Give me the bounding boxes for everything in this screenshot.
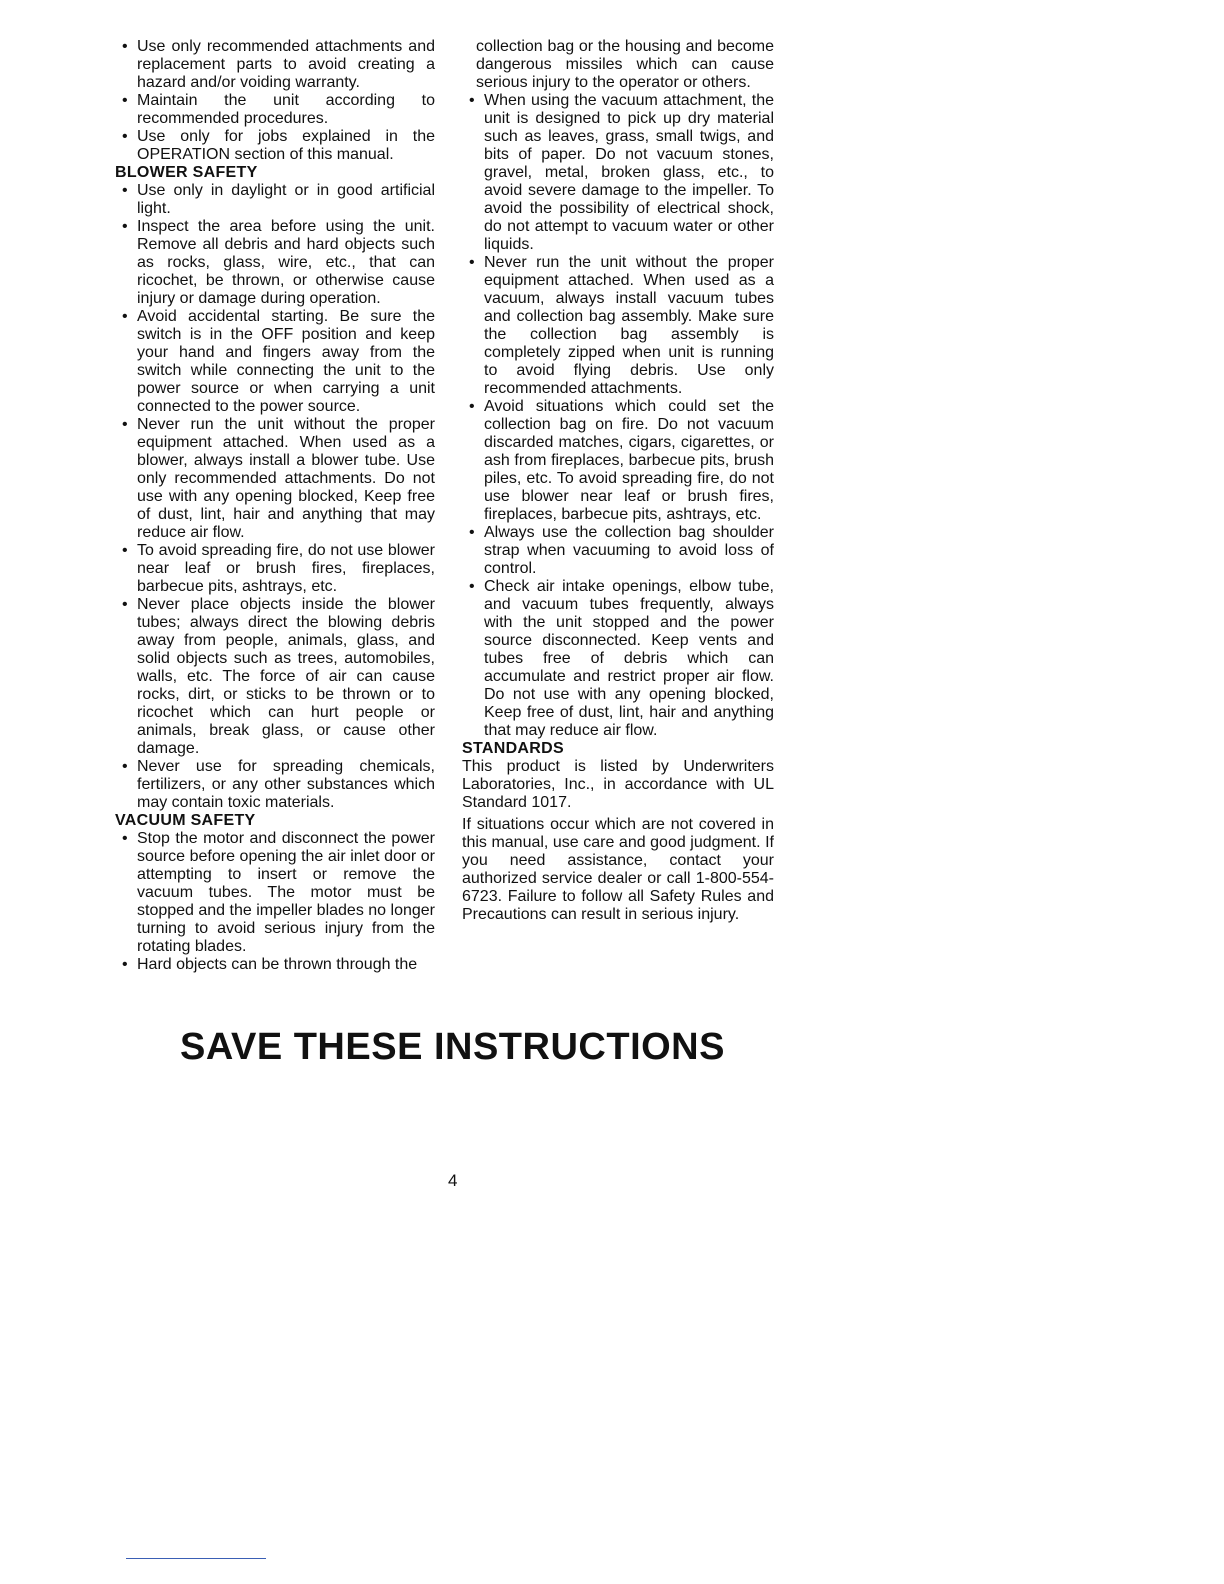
- list-item: • Use only recommended attachments and replacement parts to avoid creating a hazard and/or voiding warranty.: [115, 38, 435, 92]
- footer-divider: [126, 1558, 266, 1559]
- blower-safety-heading: BLOWER SAFETY: [115, 164, 258, 181]
- list-item: • Never run the unit without the proper equipment attached. When used as a blower, always install a blower tube. Use only recommended attachments. Do not use with any opening blocked, Keep free of dust, lint, hair and anything that may reduce air flow.: [115, 416, 435, 542]
- list-item: • Avoid accidental starting. Be sure the switch is in the OFF position and keep your hand and fingers away from the switch while connecting the unit to the power source or when carrying a unit connected to the power source.: [115, 308, 435, 416]
- list-item: • Inspect the area before using the unit. Remove all debris and hard objects such as rocks, glass, wire, etc., that can ricochet, be thrown, or otherwise cause injury or damage during operation.: [115, 218, 435, 308]
- right-column: [462, 38, 774, 924]
- left-column: [115, 38, 435, 974]
- list-item: • Use only in daylight or in good artificial light.: [115, 182, 435, 218]
- list-item: • Never place objects inside the blower tubes; always direct the blowing debris away from people, animals, glass, and solid objects such as trees, automobiles, walls, etc. The force of air can cause rocks, dirt, or sticks to be thrown or to ricochet which can hurt people or animals, break glass, or cause other damage.: [115, 596, 435, 758]
- vacuum-safety-list-continued: [462, 38, 774, 740]
- list-item: • Check air intake openings, elbow tube, and vacuum tubes frequently, always with the unit stopped and the power source disconnected. Keep vents and tubes free of debris which can accumulate and restrict proper air flow. Do not use with any opening blocked, Keep free of dust, lint, hair and anything that may reduce air flow.: [462, 578, 774, 740]
- list-item: • When using the vacuum attachment, the unit is designed to pick up dry material such as leaves, grass, small twigs, and bits of paper. Do not vacuum stones, gravel, metal, broken glass, etc., to avoid severe damage to the impeller. To avoid the possibility of electrical shock, do not attempt to vacuum water or other liquids.: [462, 92, 774, 254]
- standards-heading: STANDARDS: [462, 740, 564, 757]
- page-number: 4: [448, 1171, 458, 1190]
- standards-paragraph: This product is listed by Underwriters Laboratories, Inc., in accordance with UL Standard 1017.: [462, 758, 774, 811]
- list-item: • Maintain the unit according to recommended procedures.: [115, 92, 435, 128]
- list-item: • To avoid spreading fire, do not use blower near leaf or brush fires, fireplaces, barbecue pits, ashtrays, etc.: [115, 542, 435, 596]
- list-item: • Stop the motor and disconnect the power source before opening the air inlet door or attempting to insert or remove the vacuum tubes. The motor must be stopped and the impeller blades no longer turning to avoid serious injury from the rotating blades.: [115, 830, 435, 956]
- list-item: • Hard objects can be thrown through the: [115, 956, 435, 974]
- vacuum-safety-heading: VACUUM SAFETY: [115, 812, 256, 829]
- blower-safety-list: [115, 182, 435, 812]
- save-instructions-banner: SAVE THESE INSTRUCTIONS: [180, 1026, 725, 1068]
- list-item-continued: collection bag or the housing and become dangerous missiles which can cause serious injury to the operator or others.: [476, 38, 774, 91]
- list-item: • Always use the collection bag shoulder strap when vacuuming to avoid loss of control.: [462, 524, 774, 578]
- list-item: • Never run the unit without the proper equipment attached. When used as a vacuum, always install vacuum tubes and collection bag assembly. Make sure the collection bag assembly is completely zipped when unit is running to avoid flying debris. Use only recommended attachments.: [462, 254, 774, 398]
- list-item: • Avoid situations which could set the collection bag on fire. Do not vacuum discarded matches, cigars, cigarettes, or ash from fireplaces, barbecue pits, brush piles, etc. To avoid spreading fire, do not use blower near leaf or brush fires, fireplaces, barbecue pits, ashtrays, etc.: [462, 398, 774, 524]
- assistance-paragraph: If situations occur which are not covered in this manual, use care and good judgment. If you need assistance, contact your authorized service dealer or call 1-800-554-6723. Failure to follow all Safety Rules and Precautions can result in serious injury.: [462, 816, 774, 923]
- intro-list: [115, 38, 435, 164]
- list-item: • Never use for spreading chemicals, fertilizers, or any other substances which may contain toxic materials.: [115, 758, 435, 812]
- list-item: • Use only for jobs explained in the OPERATION section of this manual.: [115, 128, 435, 164]
- vacuum-safety-list: [115, 830, 435, 974]
